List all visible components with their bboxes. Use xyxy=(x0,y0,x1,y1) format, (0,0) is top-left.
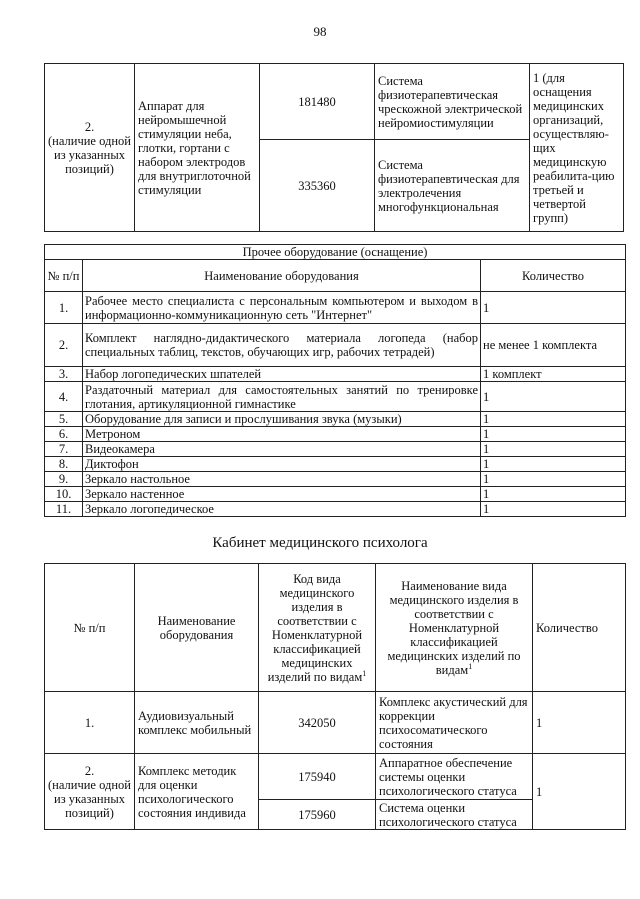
row-name: Раздаточный материал для самостоятельных занятий по тренировке глотания, артикуляционной гимнастике xyxy=(83,382,481,412)
row-name: Зеркало настольное xyxy=(83,472,481,487)
table-row xyxy=(45,292,626,324)
row-num: 1. xyxy=(45,692,135,754)
device-code: 335360 xyxy=(260,140,375,232)
footnote-mark: 1 xyxy=(362,668,367,678)
row-qty: 1 xyxy=(481,442,626,457)
row-name: Видеокамера xyxy=(83,442,481,457)
row-name: Оборудование для записи и прослушивания звука (музыки) xyxy=(83,412,481,427)
row-num: 8. xyxy=(45,457,83,472)
row-num: 10. xyxy=(45,487,83,502)
header-num: № п/п xyxy=(45,260,83,292)
table-row xyxy=(45,427,626,442)
table-row xyxy=(45,367,626,382)
row-num-cell xyxy=(45,754,135,830)
row-number: 2. xyxy=(84,119,95,134)
row-qty: 1 xyxy=(481,382,626,412)
quantity: 1 (для оснащения медицинских организаций, осуществляю-щих медицинскую реабилита-цию третьей и четвертой групп) xyxy=(530,64,624,232)
row-qty: 1 xyxy=(481,292,626,324)
table-row xyxy=(45,442,626,457)
row-qty: 1 xyxy=(481,487,626,502)
row-name: Набор логопедических шпателей xyxy=(83,367,481,382)
row-qty: не менее 1 комплекта xyxy=(481,324,626,367)
header-kind xyxy=(376,564,533,692)
row-qty: 1 xyxy=(481,472,626,487)
table-row xyxy=(45,754,626,800)
row-name: Комплекс методик для оценки психологического состояния индивида xyxy=(135,754,259,830)
row-name: Аудиовизуальный комплекс мобильный xyxy=(135,692,259,754)
row-qty: 1 xyxy=(481,412,626,427)
header-name: Наименование оборудования xyxy=(83,260,481,292)
header-code xyxy=(259,564,376,692)
row-num: 7. xyxy=(45,442,83,457)
row-qty: 1 xyxy=(533,692,626,754)
table-row xyxy=(45,472,626,487)
row-qty: 1 комплект xyxy=(481,367,626,382)
row-kind: Аппаратное обеспечение системы оценки психологического статуса xyxy=(376,754,533,800)
row-num: 2. xyxy=(45,324,83,367)
row-num: 5. xyxy=(45,412,83,427)
table-row xyxy=(45,457,626,472)
row-name: Метроном xyxy=(83,427,481,442)
footnote-mark: 1 xyxy=(468,661,473,671)
row-name: Рабочее место специалиста с персональным компьютером и выходом в информационно-коммуникационную сеть "Интернет" xyxy=(83,292,481,324)
row-number-cell xyxy=(45,64,135,232)
device-kind: Система физиотерапевтическая для электролечения многофункциональная xyxy=(375,140,530,232)
table-row xyxy=(45,412,626,427)
row-num: 1. xyxy=(45,292,83,324)
row-name: Комплект наглядно-дидактического материала логопеда (набор специальных таблиц, текстов, обучающих игр, рабочих тетрадей) xyxy=(83,324,481,367)
psychologist-equipment-table xyxy=(44,563,626,830)
row-code: 175940 xyxy=(259,754,376,800)
header-kind-text: Наименование вида медицинского изделия в соответствии с Номенклатурной классификацией медицинских изделий по видам xyxy=(387,578,521,677)
row-qty: 1 xyxy=(481,502,626,517)
row-num: 3. xyxy=(45,367,83,382)
header-code-text: Код вида медицинского изделия в соответствии с Номенклатурной классификацией медицинских изделий по видам xyxy=(267,571,363,684)
row-kind: Система оценки психологического статуса xyxy=(376,800,533,830)
device-code: 181480 xyxy=(260,64,375,140)
row-number: 2. xyxy=(84,763,95,778)
row-kind: Комплекс акустический для коррекции психосоматического состояния xyxy=(376,692,533,754)
device-kind: Система физиотерапевтическая чрескожной электрической нейромиостимуляции xyxy=(375,64,530,140)
row-num: 9. xyxy=(45,472,83,487)
row-name: Диктофон xyxy=(83,457,481,472)
row-code: 175960 xyxy=(259,800,376,830)
row-qty: 1 xyxy=(481,427,626,442)
other-equipment-table xyxy=(44,244,626,517)
row-note: (наличие одной из указанных позиций) xyxy=(48,777,131,820)
header-qty: Количество xyxy=(533,564,626,692)
row-num: 11. xyxy=(45,502,83,517)
row-qty: 1 xyxy=(533,754,626,830)
row-note: (наличие одной из указанных позиций) xyxy=(48,133,131,176)
table-row xyxy=(45,324,626,367)
header-num: № п/п xyxy=(45,564,135,692)
continuation-table xyxy=(44,63,624,232)
header-name: Наименование оборудования xyxy=(135,564,259,692)
section-title: Кабинет медицинского психолога xyxy=(212,535,428,551)
table-title: Прочее оборудование (оснащение) xyxy=(45,245,626,260)
equipment-name: Аппарат для нейромышечной стимуляции неба, глотки, гортани с набором электродов для внутриглоточной стимуляции xyxy=(135,64,260,232)
row-qty: 1 xyxy=(481,457,626,472)
table-row xyxy=(45,487,626,502)
row-name: Зеркало настенное xyxy=(83,487,481,502)
header-qty: Количество xyxy=(481,260,626,292)
row-num: 4. xyxy=(45,382,83,412)
table-row xyxy=(45,502,626,517)
row-name: Зеркало логопедическое xyxy=(83,502,481,517)
row-num: 6. xyxy=(45,427,83,442)
row-code: 342050 xyxy=(259,692,376,754)
table-row xyxy=(45,692,626,754)
table-row xyxy=(45,382,626,412)
page-number: 98 xyxy=(313,24,327,39)
